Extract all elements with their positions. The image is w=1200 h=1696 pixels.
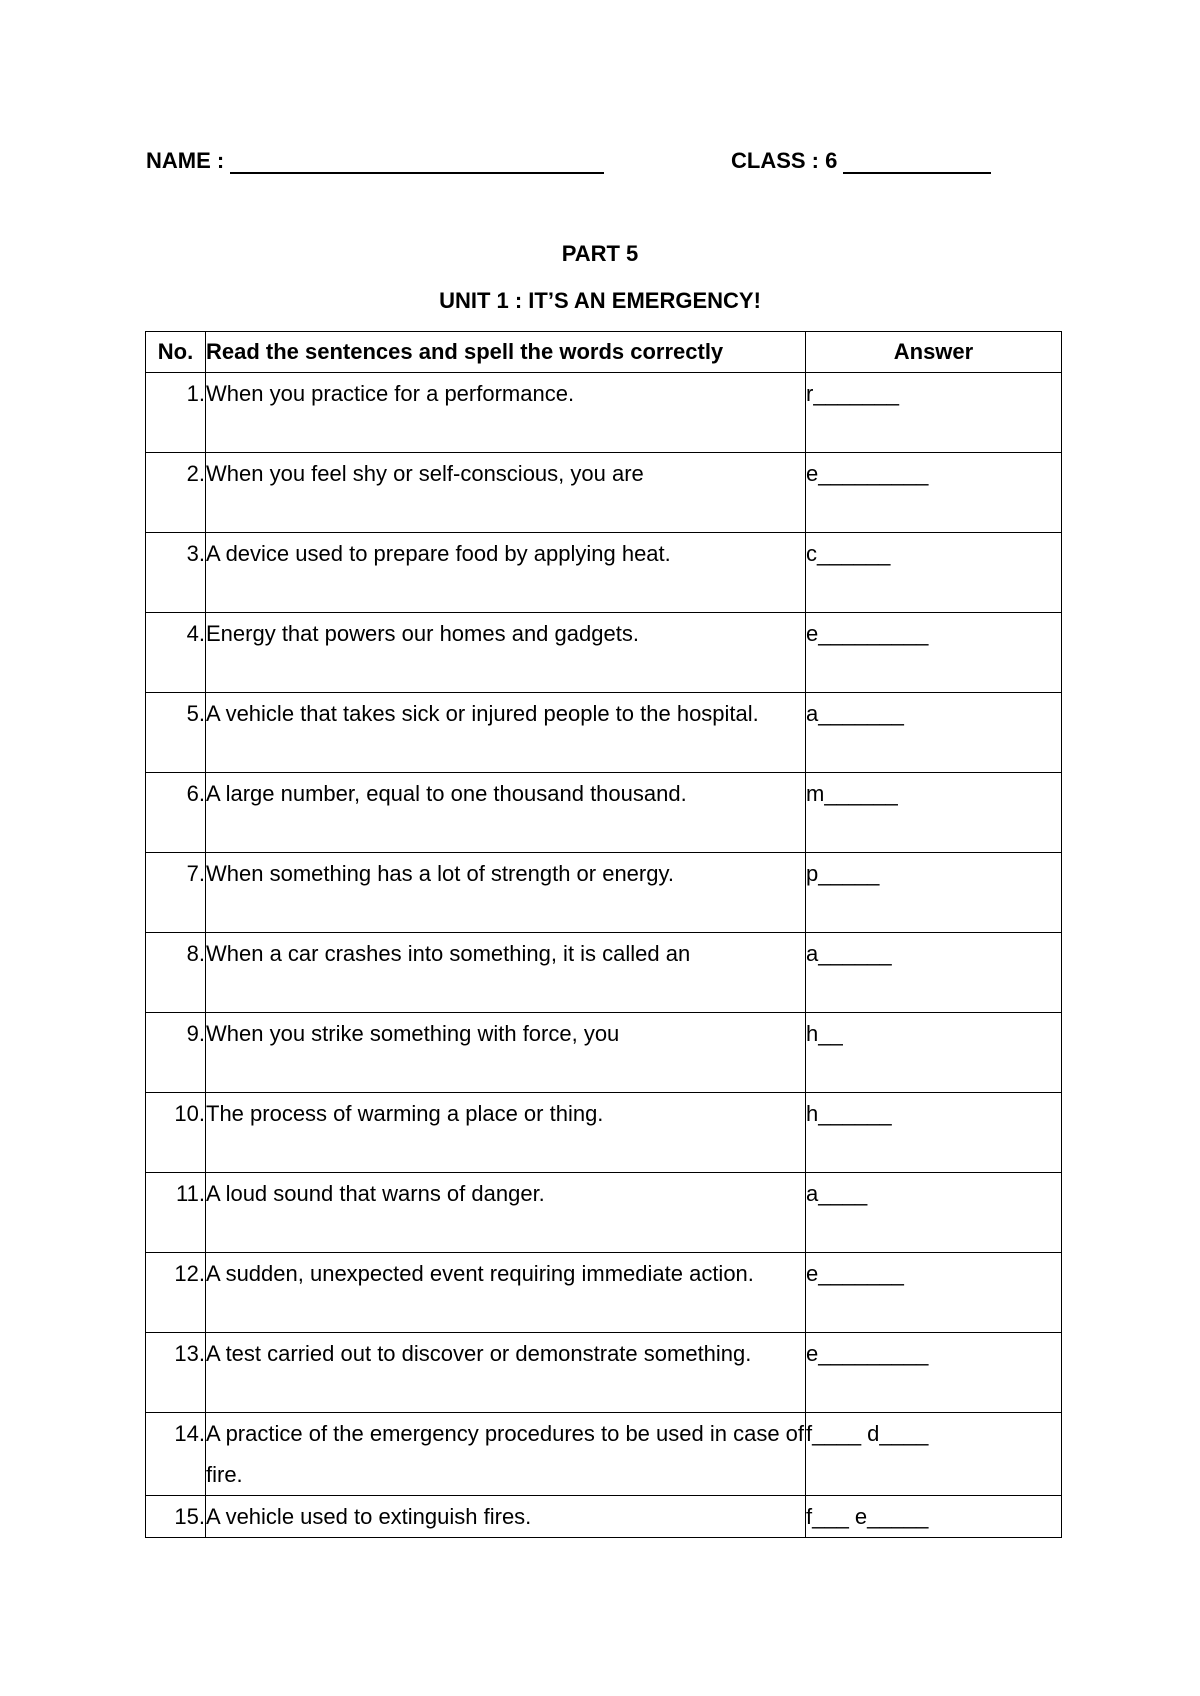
table-header-row <box>146 332 1062 373</box>
row-answer[interactable]: e_________ <box>806 1333 1062 1413</box>
row-question: The process of warming a place or thing. <box>206 1093 806 1173</box>
row-question: When something has a lot of strength or energy. <box>206 853 806 933</box>
table-row <box>146 933 1062 1013</box>
table-row <box>146 373 1062 453</box>
table-row <box>146 1093 1062 1173</box>
row-number: 15. <box>146 1496 206 1538</box>
class-blank-line[interactable] <box>843 152 991 174</box>
header-answer: Answer <box>806 332 1062 373</box>
row-question: A loud sound that warns of danger. <box>206 1173 806 1253</box>
table-row <box>146 533 1062 613</box>
row-number: 7. <box>146 853 206 933</box>
table-row <box>146 1333 1062 1413</box>
row-answer[interactable]: e_________ <box>806 453 1062 533</box>
row-question: A vehicle that takes sick or injured people to the hospital. <box>206 693 806 773</box>
table-row <box>146 1253 1062 1333</box>
row-answer[interactable]: a_______ <box>806 693 1062 773</box>
row-number: 12. <box>146 1253 206 1333</box>
row-answer[interactable]: m______ <box>806 773 1062 853</box>
table-row <box>146 1173 1062 1253</box>
row-answer[interactable]: c______ <box>806 533 1062 613</box>
class-field <box>731 148 991 174</box>
spelling-table <box>145 331 1062 1538</box>
row-number: 6. <box>146 773 206 853</box>
row-question: A vehicle used to extinguish fires. <box>206 1496 806 1538</box>
row-number: 1. <box>146 373 206 453</box>
class-label: CLASS : 6 <box>731 148 838 173</box>
table-row <box>146 773 1062 853</box>
table-row <box>146 853 1062 933</box>
row-answer[interactable]: f___ e_____ <box>806 1496 1062 1538</box>
row-question: A test carried out to discover or demonstrate something. <box>206 1333 806 1413</box>
table-row <box>146 453 1062 533</box>
student-info-header <box>146 148 1006 178</box>
table-row <box>146 613 1062 693</box>
table-row <box>146 1013 1062 1093</box>
row-question: Energy that powers our homes and gadgets. <box>206 613 806 693</box>
row-number: 10. <box>146 1093 206 1173</box>
row-question: A practice of the emergency procedures to be used in case of fire. <box>206 1413 806 1496</box>
row-number: 9. <box>146 1013 206 1093</box>
name-label: NAME : <box>146 148 225 173</box>
row-answer[interactable]: p_____ <box>806 853 1062 933</box>
row-question: When you practice for a performance. <box>206 373 806 453</box>
row-number: 3. <box>146 533 206 613</box>
row-number: 4. <box>146 613 206 693</box>
row-answer[interactable]: e_________ <box>806 613 1062 693</box>
unit-title: UNIT 1 : IT’S AN EMERGENCY! <box>439 288 761 313</box>
row-answer[interactable]: a____ <box>806 1173 1062 1253</box>
row-question: When you feel shy or self-conscious, you are <box>206 453 806 533</box>
row-number: 11. <box>146 1173 206 1253</box>
row-number: 14. <box>146 1413 206 1496</box>
table-row <box>146 1413 1062 1496</box>
row-answer[interactable]: r_______ <box>806 373 1062 453</box>
row-answer[interactable]: h__ <box>806 1013 1062 1093</box>
row-number: 8. <box>146 933 206 1013</box>
name-field <box>146 148 604 174</box>
header-no: No. <box>146 332 206 373</box>
table-row <box>146 693 1062 773</box>
header-question: Read the sentences and spell the words correctly <box>206 332 806 373</box>
name-blank-line[interactable] <box>230 152 604 174</box>
part-title: PART 5 <box>561 241 639 266</box>
row-answer[interactable]: a______ <box>806 933 1062 1013</box>
row-question: When you strike something with force, you <box>206 1013 806 1093</box>
row-question: A device used to prepare food by applying heat. <box>206 533 806 613</box>
table-row <box>146 1496 1062 1538</box>
row-answer[interactable]: e_______ <box>806 1253 1062 1333</box>
row-question: A sudden, unexpected event requiring immediate action. <box>206 1253 806 1333</box>
row-question: When a car crashes into something, it is called an <box>206 933 806 1013</box>
row-number: 2. <box>146 453 206 533</box>
row-answer[interactable]: f____ d____ <box>806 1413 1062 1496</box>
row-number: 13. <box>146 1333 206 1413</box>
row-question: A large number, equal to one thousand thousand. <box>206 773 806 853</box>
row-answer[interactable]: h______ <box>806 1093 1062 1173</box>
row-number: 5. <box>146 693 206 773</box>
